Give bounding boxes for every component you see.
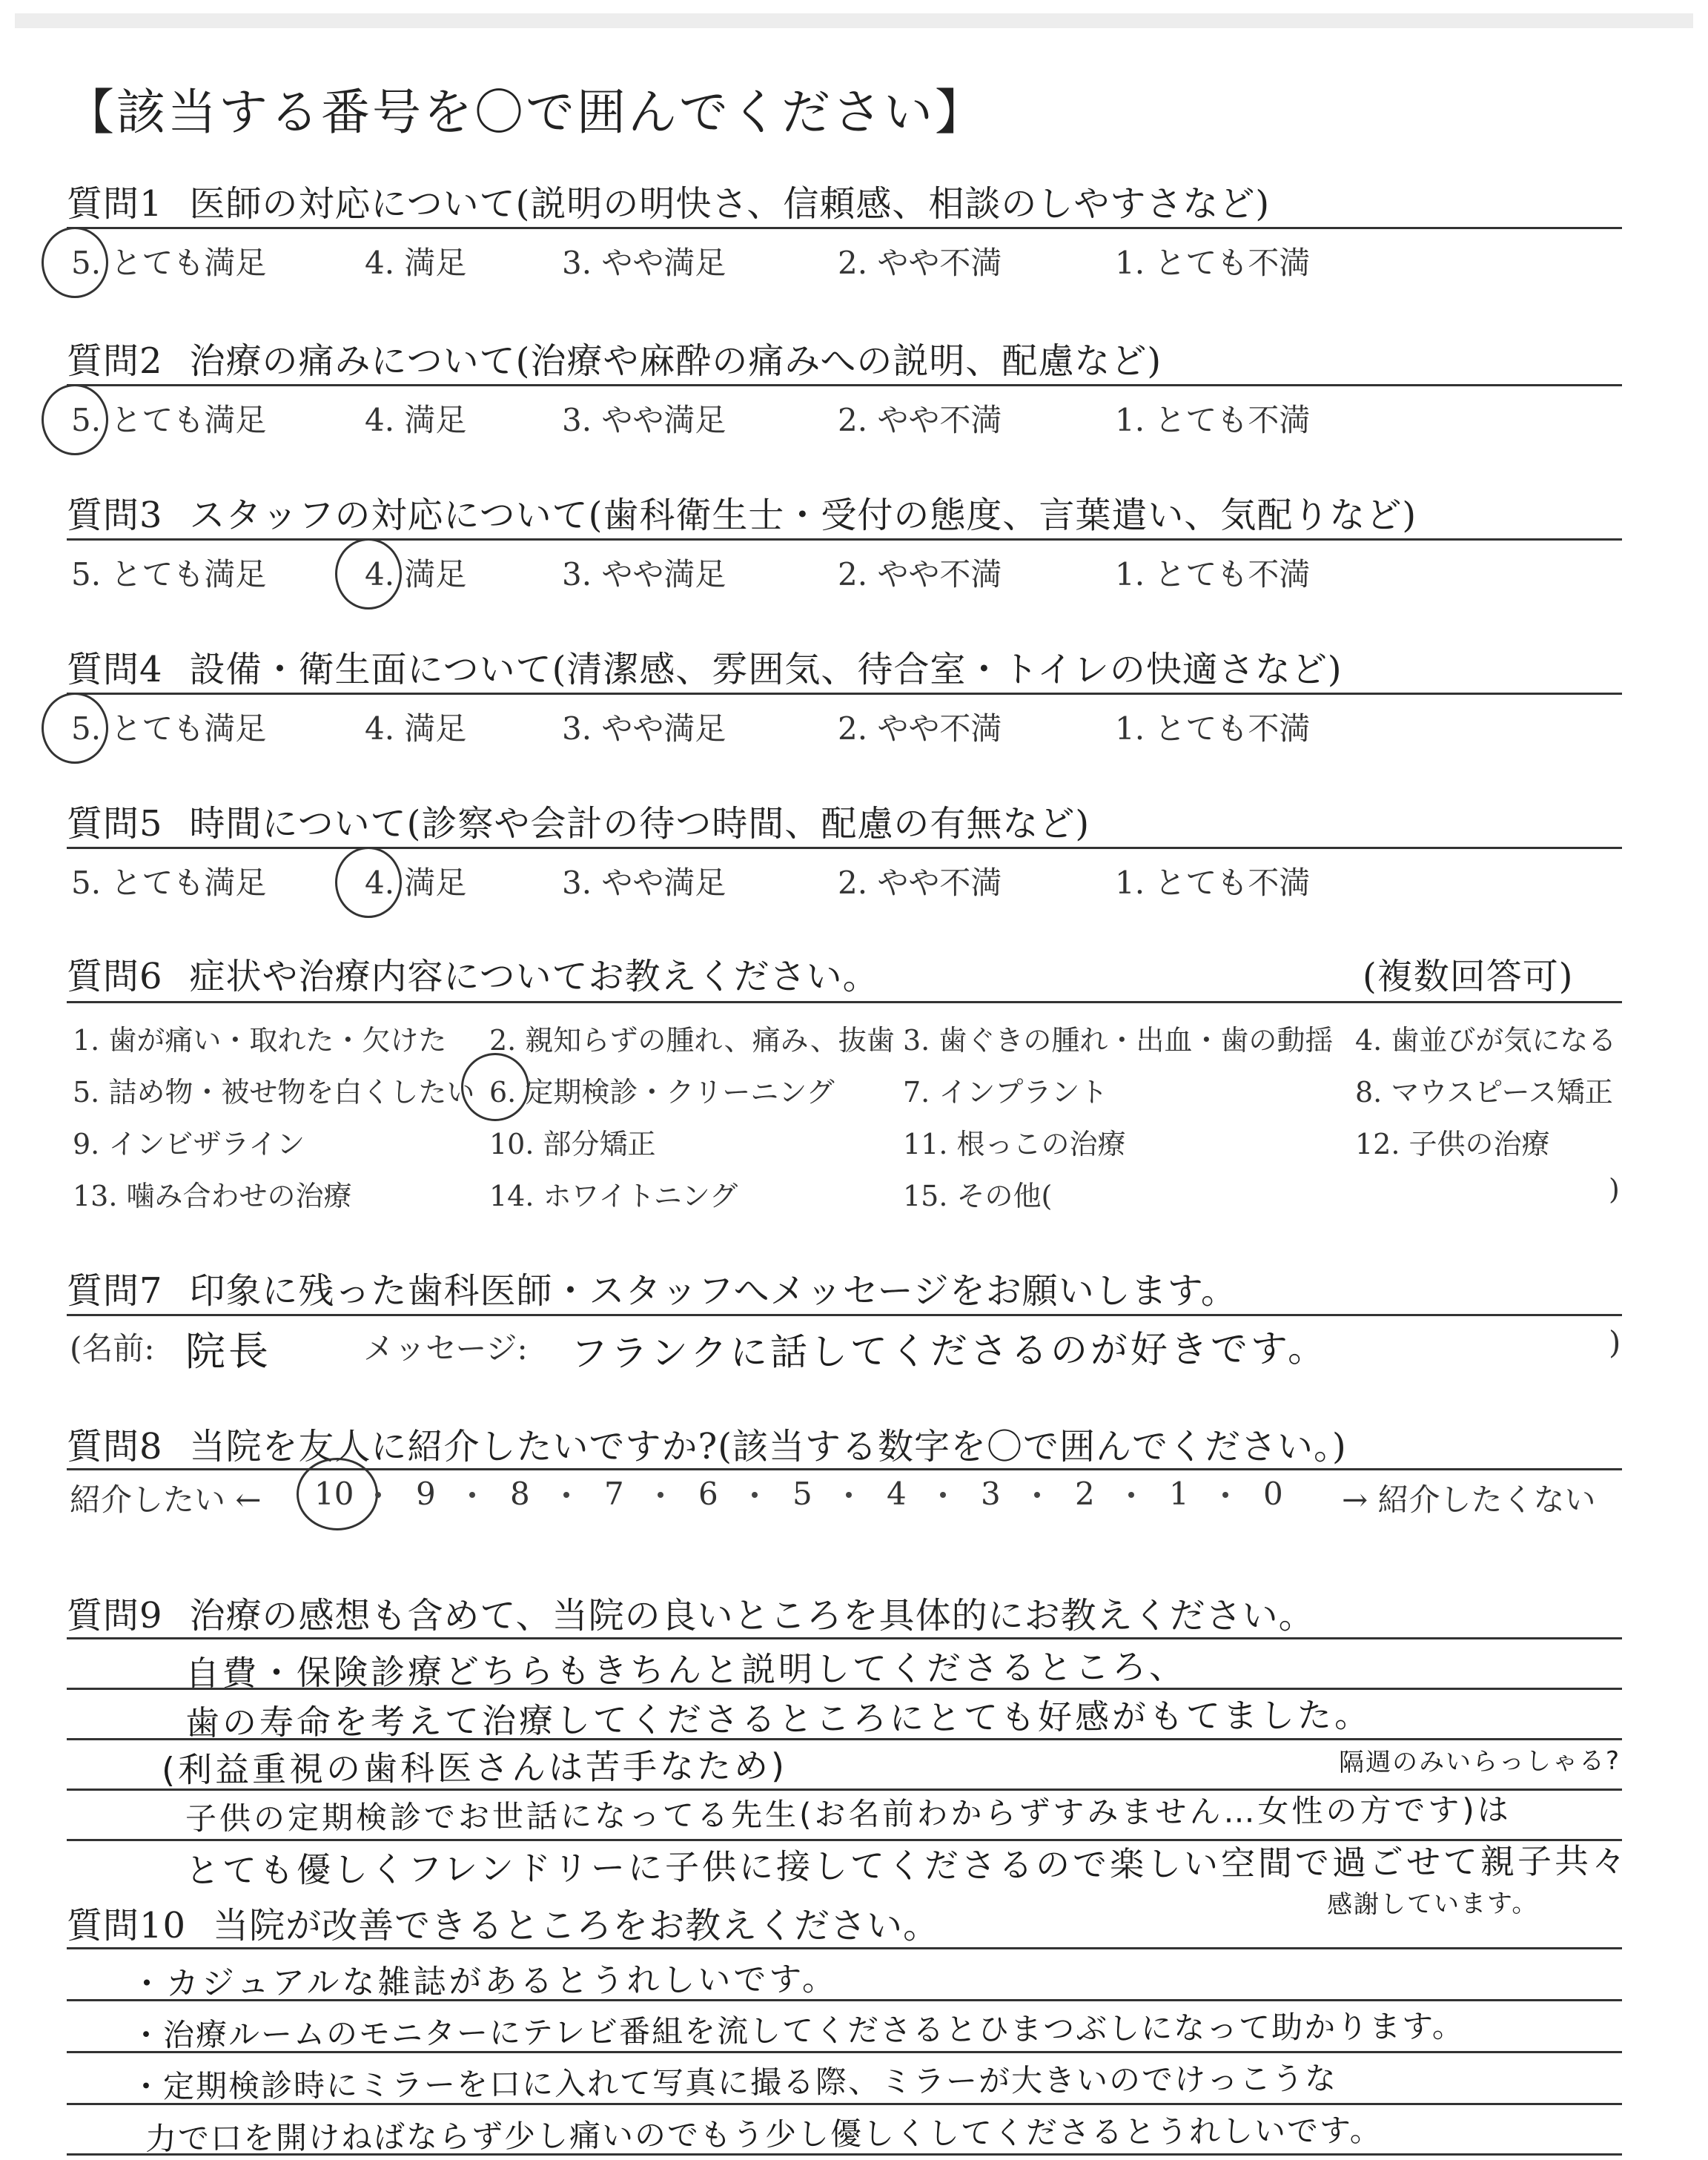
q4-option-1[interactable]: 1. とても不満 xyxy=(1115,710,1311,747)
q2-selection-circle xyxy=(42,384,108,455)
q5-number: 質問5 xyxy=(67,803,163,845)
q6-title xyxy=(67,948,879,999)
q2-option-5[interactable]: 5. とても満足 xyxy=(71,402,267,438)
q6-selection-circle xyxy=(461,1053,529,1121)
q1-option-5[interactable]: 5. とても満足 xyxy=(71,245,267,281)
q2-option-2[interactable]: 2. やや不満 xyxy=(838,402,1002,438)
q9-note-bottom: 感謝しています。 xyxy=(1326,1889,1539,1920)
q3-title xyxy=(67,486,1417,538)
q6-other-close: ) xyxy=(1609,1173,1620,1206)
q9-answer-line-4: 子供の定期検診でお世話になってる先生(お名前わからずすみません…女性の方です)は xyxy=(185,1791,1512,1837)
q4-option-2[interactable]: 2. やや不満 xyxy=(838,710,1002,747)
q9-title xyxy=(67,1587,1315,1638)
q6-text: 症状や治療内容についてお教えください。 xyxy=(189,956,879,997)
q8-scale-dot xyxy=(1034,1492,1040,1498)
q2-option-4[interactable]: 4. 満足 xyxy=(365,402,467,438)
q3-option-5[interactable]: 5. とても満足 xyxy=(71,556,267,592)
q6-number: 質問6 xyxy=(67,956,163,997)
q6-option-2[interactable]: 2. 親知らずの腫れ、痛み、抜歯 xyxy=(489,1024,895,1057)
q8-scale-dot xyxy=(658,1492,663,1498)
q10-answer-line-3: ・定期検診時にミラーを口に入れて写真に撮る際、ミラーが大きいのでけっこうな xyxy=(130,2060,1338,2105)
q3-number: 質問3 xyxy=(67,495,163,536)
q1-option-2[interactable]: 2. やや不満 xyxy=(838,245,1002,281)
q8-scale-9[interactable]: 9 xyxy=(416,1476,436,1512)
q9-answer-line-5: とても優しくフレンドリーに子供に接してくださるので楽しい空間で過ごせて親子共々 xyxy=(185,1840,1629,1891)
q9-answer-line-1: 自費・保険診療どちらもきちんと説明してくださるところ、 xyxy=(185,1646,1187,1694)
q4-selection-circle xyxy=(42,693,108,764)
q3-selection-circle xyxy=(335,538,402,610)
q4-number: 質問4 xyxy=(67,649,163,690)
q8-scale-8[interactable]: 8 xyxy=(510,1476,530,1512)
q3-option-3[interactable]: 3. やや満足 xyxy=(562,556,726,592)
q4-text: 設備・衛生面について(清潔感、雰囲気、待合室・トイレの快適さなど) xyxy=(189,649,1343,690)
q9-answer-line-3: (利益重視の歯科医さんは苦手なため) xyxy=(161,1745,788,1790)
q8-scale-dot xyxy=(752,1492,758,1498)
q8-scale-4[interactable]: 4 xyxy=(887,1476,907,1512)
q1-option-1[interactable]: 1. とても不満 xyxy=(1115,245,1311,281)
q7-name-label: (名前: xyxy=(70,1330,155,1367)
q1-text: 医師の対応について(説明の明快さ、信頼感、相談のしやすさなど) xyxy=(189,183,1271,225)
q5-text: 時間について(診察や会計の待つ時間、配慮の有無など) xyxy=(189,803,1090,845)
q6-option-9[interactable]: 9. インビザライン xyxy=(73,1128,305,1160)
q6-rule xyxy=(67,1001,1622,1003)
q6-option-7[interactable]: 7. インプラント xyxy=(903,1076,1108,1109)
q4-rule xyxy=(67,693,1622,695)
q3-option-1[interactable]: 1. とても不満 xyxy=(1115,556,1311,592)
q6-option-3[interactable]: 3. 歯ぐきの腫れ・出血・歯の動揺 xyxy=(903,1024,1334,1057)
q1-selection-circle xyxy=(42,227,108,298)
q3-rule xyxy=(67,538,1622,541)
q10-title xyxy=(67,1897,939,1948)
q6-option-13[interactable]: 13. 噛み合わせの治療 xyxy=(73,1180,352,1212)
q6-option-12[interactable]: 12. 子供の治療 xyxy=(1355,1128,1550,1160)
q8-scale-0[interactable]: 0 xyxy=(1263,1476,1283,1512)
q1-rule xyxy=(67,227,1622,229)
q7-rule xyxy=(67,1314,1622,1316)
q6-option-8[interactable]: 8. マウスピース矯正 xyxy=(1355,1076,1613,1109)
scan-edge xyxy=(15,13,1693,28)
q10-answer-line-2: ・治療ルームのモニターにテレビ番組を流してくださるとひまつぶしになって助かります。 xyxy=(130,2007,1465,2054)
page-heading: 【該当する番号を〇で囲んでください】 xyxy=(65,84,986,141)
q5-title xyxy=(67,795,1090,846)
q3-text: スタッフの対応について(歯科衛生士・受付の態度、言葉遣い、気配りなど) xyxy=(189,495,1417,536)
q4-option-5[interactable]: 5. とても満足 xyxy=(71,710,267,747)
q2-option-1[interactable]: 1. とても不満 xyxy=(1115,402,1311,438)
q6-option-4[interactable]: 4. 歯並びが気になる xyxy=(1355,1024,1617,1057)
q3-option-2[interactable]: 2. やや不満 xyxy=(838,556,1002,592)
q7-name-value: 院長 xyxy=(185,1327,272,1375)
q5-option-3[interactable]: 3. やや満足 xyxy=(562,865,726,901)
q9-rule xyxy=(67,1637,1622,1639)
q8-selection-circle xyxy=(297,1458,378,1530)
q8-left-label: 紹介したい ← xyxy=(70,1482,262,1518)
q8-right-label: → 紹介したくない xyxy=(1342,1482,1596,1518)
q8-scale-6[interactable]: 6 xyxy=(698,1476,718,1512)
q6-option-14[interactable]: 14. ホワイトニング xyxy=(489,1180,738,1212)
q1-title xyxy=(67,175,1270,226)
q8-title xyxy=(67,1418,1347,1469)
q8-scale-dot xyxy=(1222,1492,1228,1498)
q6-note: (複数回答可) xyxy=(1363,956,1574,997)
q8-scale-dot xyxy=(940,1492,946,1498)
q9-number: 質問9 xyxy=(67,1595,163,1636)
q5-selection-circle xyxy=(335,847,402,918)
q5-option-1[interactable]: 1. とても不満 xyxy=(1115,865,1311,901)
q5-option-5[interactable]: 5. とても満足 xyxy=(71,865,267,901)
q6-option-1[interactable]: 1. 歯が痛い・取れた・欠けた xyxy=(73,1024,447,1057)
q8-scale-1[interactable]: 1 xyxy=(1169,1476,1189,1512)
q2-title xyxy=(67,332,1162,383)
q6-option-11[interactable]: 11. 根っこの治療 xyxy=(903,1128,1126,1160)
q9-text: 治療の感想も含めて、当院の良いところを具体的にお教えください。 xyxy=(189,1595,1315,1636)
q8-scale-dot xyxy=(563,1492,569,1498)
q8-scale-dot xyxy=(846,1492,852,1498)
q4-title xyxy=(67,641,1343,692)
q8-scale-2[interactable]: 2 xyxy=(1075,1476,1095,1512)
q2-number: 質問2 xyxy=(67,340,163,382)
q1-option-3[interactable]: 3. やや満足 xyxy=(562,245,726,281)
q6-option-6[interactable]: 6. 定期検診・クリーニング xyxy=(489,1076,835,1109)
q2-rule xyxy=(67,384,1622,386)
q5-option-4[interactable]: 4. 満足 xyxy=(365,865,467,901)
q1-option-4[interactable]: 4. 満足 xyxy=(365,245,467,281)
q8-scale-7[interactable]: 7 xyxy=(604,1476,624,1512)
q6-option-10[interactable]: 10. 部分矯正 xyxy=(489,1128,656,1160)
q8-scale-10[interactable]: 10 xyxy=(314,1476,354,1512)
q7-message-label: メッセージ: xyxy=(363,1330,528,1367)
q5-rule xyxy=(67,847,1622,849)
q8-scale-dot xyxy=(1128,1492,1134,1498)
q4-option-4[interactable]: 4. 満足 xyxy=(365,710,467,747)
q10-rule xyxy=(67,1947,1622,1949)
q10-answer-line-4: 力で口を開けねばならず少し痛いのでもう少し優しくしてくださるとうれしいです。 xyxy=(145,2112,1383,2157)
q10-text: 当院が改善できるところをお教えください。 xyxy=(213,1905,940,1946)
q6-option-15[interactable]: 15. その他( xyxy=(903,1180,1053,1212)
q5-option-2[interactable]: 2. やや不満 xyxy=(838,865,1002,901)
q4-option-3[interactable]: 3. やや満足 xyxy=(562,710,726,747)
q6-option-5[interactable]: 5. 詰め物・被せ物を白くしたい xyxy=(73,1076,475,1109)
q9-note-top: 隔週のみいらっしゃる? xyxy=(1338,1745,1621,1778)
q9-answer-line-2: 歯の寿命を考えて治療してくださるところにとても好感がもてました。 xyxy=(185,1694,1372,1743)
q3-option-4[interactable]: 4. 満足 xyxy=(365,556,467,592)
q8-text: 当院を友人に紹介したいですか?(該当する数字を〇で囲んでください。) xyxy=(189,1426,1347,1467)
q1-number: 質問1 xyxy=(67,183,163,225)
q10-number: 質問10 xyxy=(67,1905,187,1946)
q7-close-paren: ) xyxy=(1609,1324,1621,1361)
q8-rule xyxy=(67,1468,1622,1470)
q7-title xyxy=(67,1262,1237,1313)
q2-option-3[interactable]: 3. やや満足 xyxy=(562,402,726,438)
q7-message-value: フランクに話してくださるのが好きです。 xyxy=(570,1327,1328,1375)
q2-text: 治療の痛みについて(治療や麻酔の痛みへの説明、配慮など) xyxy=(189,340,1162,382)
q7-text: 印象に残った歯科医師・スタッフへメッセージをお願いします。 xyxy=(189,1270,1237,1312)
q10-answer-line-1: ・カジュアルな雑誌があるとうれしいです。 xyxy=(130,1960,838,2004)
q8-scale-3[interactable]: 3 xyxy=(981,1476,1001,1512)
q8-scale-dot xyxy=(375,1492,381,1498)
q7-number: 質問7 xyxy=(67,1270,163,1312)
q8-number: 質問8 xyxy=(67,1426,163,1467)
q8-scale-5[interactable]: 5 xyxy=(792,1476,812,1512)
q8-scale-dot xyxy=(469,1492,475,1498)
